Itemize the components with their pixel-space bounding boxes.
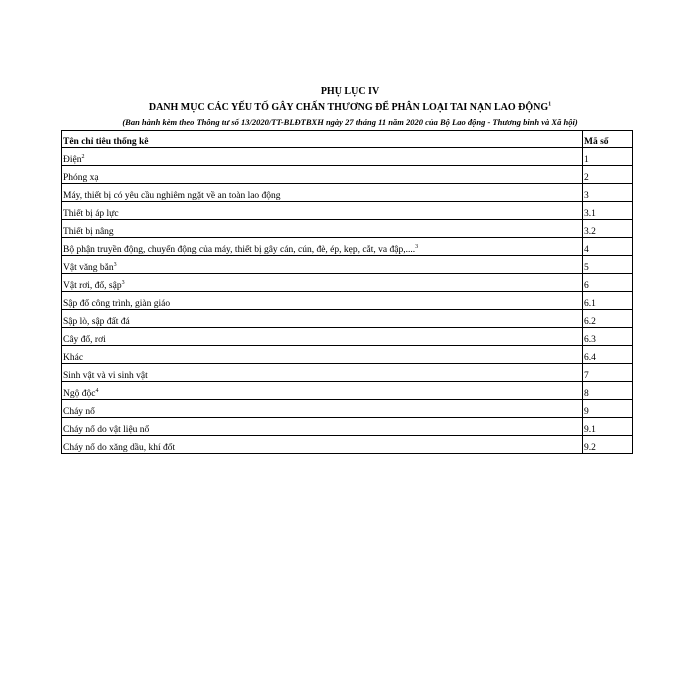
factor-code: 6.3 bbox=[583, 328, 633, 346]
factor-name-cell bbox=[62, 346, 583, 364]
factor-name-cell bbox=[62, 256, 583, 274]
footnote-marker: 3 bbox=[113, 261, 117, 268]
factor-name-cell bbox=[62, 400, 583, 418]
factor-name-cell bbox=[62, 166, 583, 184]
factor-code: 3 bbox=[583, 184, 633, 202]
factor-name-cell bbox=[62, 328, 583, 346]
factor-name: Sinh vật và vi sinh vật bbox=[63, 371, 148, 381]
factor-table-body bbox=[62, 131, 633, 454]
factor-code: 6.4 bbox=[583, 346, 633, 364]
factor-name-cell bbox=[62, 310, 583, 328]
footnote-marker: 3 bbox=[415, 243, 419, 250]
footnote-marker: 3 bbox=[121, 279, 125, 286]
table-row bbox=[62, 400, 633, 418]
factor-name-cell bbox=[62, 292, 583, 310]
factor-name-cell bbox=[62, 274, 583, 292]
table-row bbox=[62, 328, 633, 346]
table-row bbox=[62, 148, 633, 166]
factor-code: 9.2 bbox=[583, 436, 633, 454]
factor-code: 3.1 bbox=[583, 202, 633, 220]
factor-code: 4 bbox=[583, 238, 633, 256]
factor-code: 2 bbox=[583, 166, 633, 184]
table-row bbox=[62, 436, 633, 454]
column-header-name: Tên chỉ tiêu thống kê bbox=[62, 131, 583, 148]
document-subtitle bbox=[0, 102, 700, 113]
table-row bbox=[62, 166, 633, 184]
table-row bbox=[62, 202, 633, 220]
factor-name-cell bbox=[62, 202, 583, 220]
factor-name-cell bbox=[62, 436, 583, 454]
factor-name-cell bbox=[62, 220, 583, 238]
factor-code: 9.1 bbox=[583, 418, 633, 436]
table-row bbox=[62, 256, 633, 274]
table-row bbox=[62, 382, 633, 400]
factor-name: Bộ phận truyền động, chuyển động của máy, thiết bị gây cán, cún, đè, ép, kẹp, cắt, va đập,.... bbox=[63, 245, 416, 255]
factor-name: Vật rơi, đổ, sập bbox=[63, 281, 122, 291]
factor-code: 1 bbox=[583, 148, 633, 166]
table-row bbox=[62, 364, 633, 382]
factor-code: 9 bbox=[583, 400, 633, 418]
factor-name: Khác bbox=[63, 353, 84, 363]
factor-code: 7 bbox=[583, 364, 633, 382]
factor-name: Cháy nổ do xăng dầu, khí đốt bbox=[63, 443, 176, 453]
factor-code: 6.2 bbox=[583, 310, 633, 328]
table-row bbox=[62, 238, 633, 256]
factor-name: Sập lò, sập đất đá bbox=[63, 317, 130, 327]
factor-name: Thiết bị áp lực bbox=[63, 209, 119, 219]
factor-name-cell bbox=[62, 364, 583, 382]
factor-code: 6.1 bbox=[583, 292, 633, 310]
table-row bbox=[62, 346, 633, 364]
subtitle-footnote: 1 bbox=[548, 101, 552, 108]
factor-code: 5 bbox=[583, 256, 633, 274]
issuance-note: (Ban hành kèm theo Thông tư số 13/2020/TT-BLĐTBXH ngày 27 tháng 11 năm 2020 của Bộ Lao động - Thương binh và Xã hội) bbox=[122, 117, 578, 127]
table-row bbox=[62, 418, 633, 436]
factor-name: Thiết bị nâng bbox=[63, 227, 114, 237]
factor-name: Cháy nổ do vật liệu nổ bbox=[63, 425, 150, 435]
factor-code: 3.2 bbox=[583, 220, 633, 238]
factor-name-cell bbox=[62, 184, 583, 202]
factor-name: Cây đổ, rơi bbox=[63, 335, 106, 345]
factor-table bbox=[61, 130, 633, 454]
table-row bbox=[62, 184, 633, 202]
factor-code: 8 bbox=[583, 382, 633, 400]
subtitle-text: DANH MỤC CÁC YẾU TỐ GÂY CHẤN THƯƠNG ĐỂ PHÂN LOẠI TAI NẠN LAO ĐỘNG bbox=[148, 102, 549, 113]
factor-name: Điện bbox=[63, 155, 82, 165]
factor-name: Ngộ độc bbox=[63, 389, 96, 399]
factor-name-cell bbox=[62, 238, 583, 256]
appendix-title: PHỤ LỤC IV bbox=[320, 86, 380, 97]
table-row bbox=[62, 292, 633, 310]
factor-name-cell bbox=[62, 382, 583, 400]
column-header-code: Mã số bbox=[583, 131, 633, 148]
footnote-marker: 4 bbox=[95, 387, 99, 394]
table-row bbox=[62, 274, 633, 292]
table-row bbox=[62, 310, 633, 328]
footnote-marker: 2 bbox=[81, 153, 85, 160]
factor-name: Phóng xạ bbox=[63, 173, 99, 183]
table-header-row bbox=[62, 131, 633, 148]
factor-name: Vật văng bắn bbox=[63, 263, 114, 273]
factor-name: Sập đổ công trình, giàn giáo bbox=[63, 299, 171, 309]
factor-code: 6 bbox=[583, 274, 633, 292]
factor-name-cell bbox=[62, 418, 583, 436]
factor-name: Cháy nổ bbox=[63, 407, 95, 417]
factor-name-cell bbox=[62, 148, 583, 166]
factor-name: Máy, thiết bị có yêu cầu nghiêm ngặt về an toàn lao động bbox=[63, 191, 281, 201]
table-row bbox=[62, 220, 633, 238]
